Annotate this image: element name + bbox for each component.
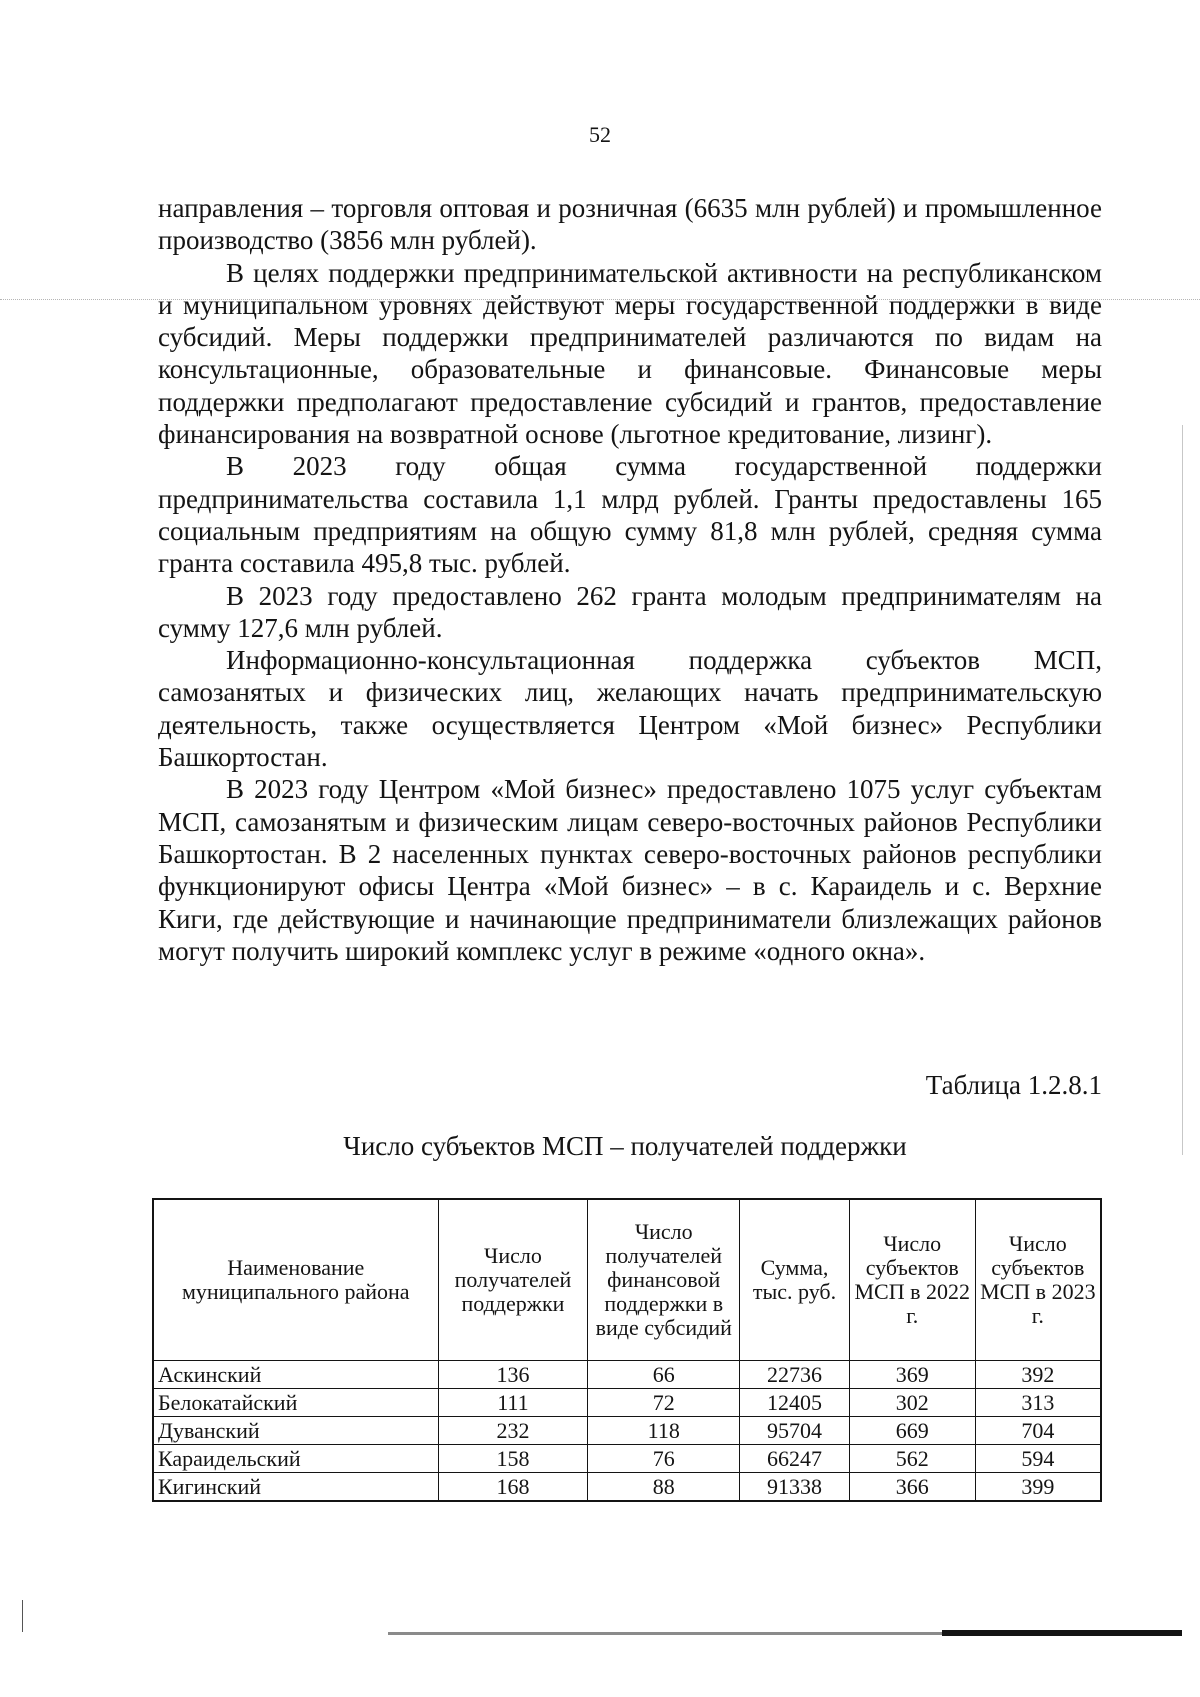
scan-artifact-line xyxy=(22,1600,23,1632)
table-cell: 704 xyxy=(975,1417,1101,1445)
table-cell: 594 xyxy=(975,1445,1101,1473)
table-cell: 232 xyxy=(438,1417,588,1445)
table-row xyxy=(153,1361,1101,1389)
body-text xyxy=(158,192,1102,967)
table-cell: 366 xyxy=(849,1473,975,1502)
table-cell: 168 xyxy=(438,1473,588,1502)
column-header: Число субъектов МСП в 2023 г. xyxy=(975,1199,1101,1361)
data-table xyxy=(152,1198,1102,1502)
table-row xyxy=(153,1417,1101,1445)
table-cell: 399 xyxy=(975,1473,1101,1502)
table-cell: 392 xyxy=(975,1361,1101,1389)
table-cell: 66 xyxy=(588,1361,740,1389)
table-cell: 72 xyxy=(588,1389,740,1417)
table-cell: 91338 xyxy=(740,1473,850,1502)
table-cell: 12405 xyxy=(740,1389,850,1417)
table-cell: 302 xyxy=(849,1389,975,1417)
scan-artifact-line xyxy=(0,299,1200,300)
column-header: Наименование муниципального района xyxy=(153,1199,438,1361)
table-cell: 562 xyxy=(849,1445,975,1473)
table-cell: 88 xyxy=(588,1473,740,1502)
table-reference: Таблица 1.2.8.1 xyxy=(925,1070,1102,1100)
table-cell: 313 xyxy=(975,1389,1101,1417)
paragraph: направления – торговля оптовая и розничная (6635 млн рублей) и промышленное производство (3856 млн рублей). xyxy=(158,193,1102,256)
table-row xyxy=(153,1389,1101,1417)
table-row xyxy=(153,1473,1101,1502)
paragraph: В целях поддержки предпринимательской активности на республиканском и муниципальном уровнях действуют меры государственной поддержки в виде субсидий. Меры поддержки предпринимателей различаются по видам на консультационные, образовательные и финансовые. Финансовые меры поддержки предполагают предоставление субсидий и грантов, предоставление финансирования на возвратной основе (льготное кредитование, лизинг). xyxy=(158,257,1102,450)
scan-artifact-line xyxy=(1182,425,1183,1155)
paragraph: В 2023 году общая сумма государственной поддержки предпринимательства составила 1,1 млрд рублей. Гранты предоставлены 165 социальным предприятиям на общую сумму 81,8 млн рублей, средняя сумма гранта составила 495,8 тыс. рублей. xyxy=(158,451,1102,579)
column-header: Число получателей финансовой поддержки в виде субсидий xyxy=(588,1199,740,1361)
column-header: Число получателей поддержки xyxy=(438,1199,588,1361)
table-cell: 76 xyxy=(588,1445,740,1473)
table-title: Число субъектов МСП – получателей поддержки xyxy=(343,1131,907,1161)
table-cell: Дуванский xyxy=(153,1417,438,1445)
table-cell: Аскинский xyxy=(153,1361,438,1389)
page-number: 52 xyxy=(589,122,611,147)
column-header: Число субъектов МСП в 2022 г. xyxy=(849,1199,975,1361)
table-cell: 66247 xyxy=(740,1445,850,1473)
paragraph: В 2023 году Центром «Мой бизнес» предоставлено 1075 услуг субъектам МСП, самозанятым и физическим лицам северо-восточных районов Республики Башкортостан. В 2 населенных пунктах северо-восточных районов республики функционируют офисы Центра «Мой бизнес» – в с. Караидель и с. Верхние Киги, где действующие и начинающие предприниматели близлежащих районов могут получить широкий комплекс услуг в режиме «одного окна». xyxy=(158,774,1102,966)
table-cell: Караидельский xyxy=(153,1445,438,1473)
paragraph: В 2023 году предоставлено 262 гранта молодым предпринимателям на сумму 127,6 млн рублей. xyxy=(158,580,1102,643)
table-cell: 158 xyxy=(438,1445,588,1473)
table-cell: 369 xyxy=(849,1361,975,1389)
table-cell: Белокатайский xyxy=(153,1389,438,1417)
column-header: Сумма, тыс. руб. xyxy=(740,1199,850,1361)
table-cell: 95704 xyxy=(740,1417,850,1445)
table-cell: Кигинский xyxy=(153,1473,438,1502)
scan-artifact-bar xyxy=(388,1632,1182,1635)
table-cell: 22736 xyxy=(740,1361,850,1389)
table-header-row xyxy=(153,1199,1101,1361)
table-cell: 111 xyxy=(438,1389,588,1417)
table-cell: 669 xyxy=(849,1417,975,1445)
table-cell: 136 xyxy=(438,1361,588,1389)
table-cell: 118 xyxy=(588,1417,740,1445)
paragraph: Информационно-консультационная поддержка субъектов МСП, самозанятых и физических лиц, желающих начать предпринимательскую деятельность, также осуществляется Центром «Мой бизнес» Республики Башкортостан. xyxy=(158,645,1102,773)
table-row xyxy=(153,1445,1101,1473)
